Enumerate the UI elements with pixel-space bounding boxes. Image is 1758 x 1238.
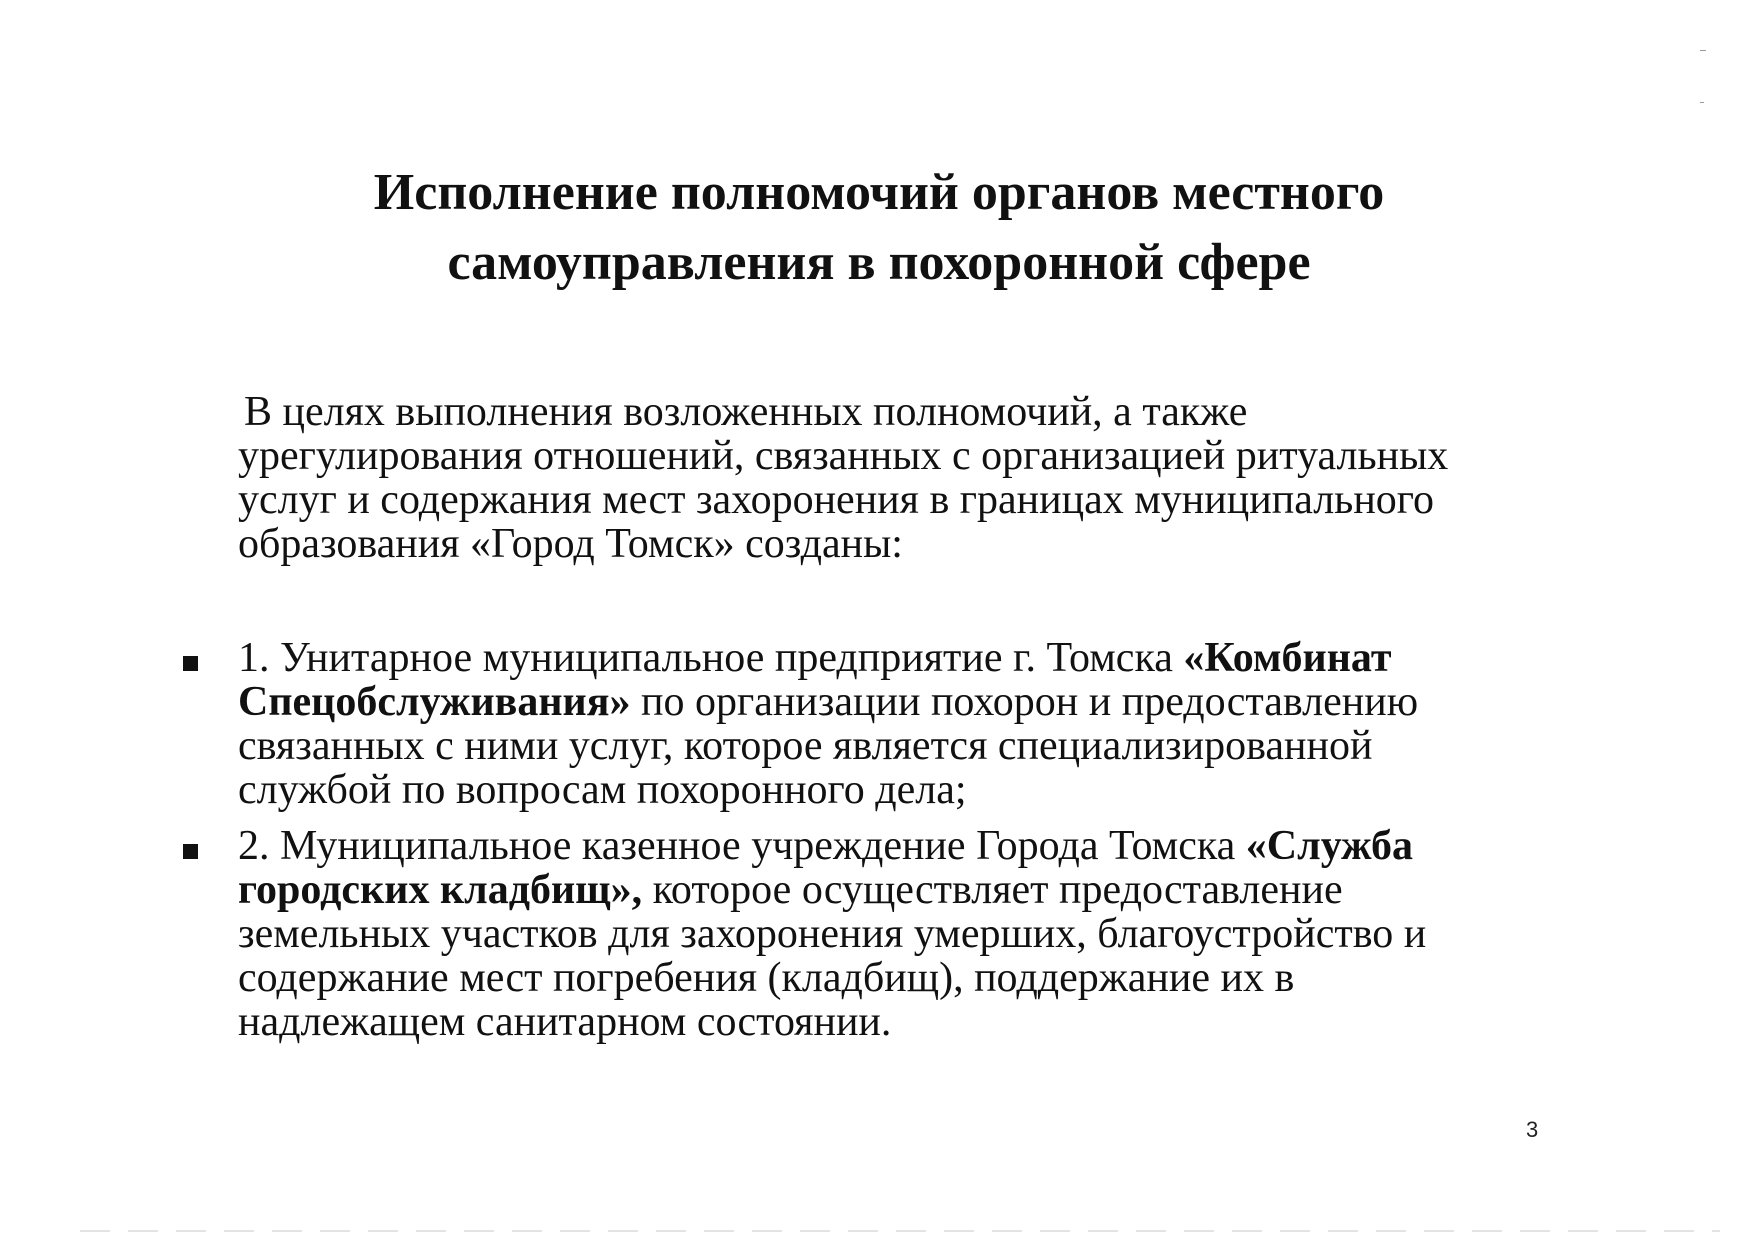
list-item-line [238,956,1588,1000]
scan-artifact-mark [1700,50,1706,51]
text-run: по организации похорон и предоставлению [630,679,1419,725]
list-item-line [238,680,1588,724]
square-bullet-icon [183,656,198,671]
page-title-line-1: Исполнение полномочий органов местного [373,164,1385,221]
text-run: связанных с ними услуг, которое является специализированной [238,723,1373,769]
list-item-text [238,824,1588,1044]
text-run: 1. Унитарное муниципальное предприятие г. Томска [238,635,1184,681]
list-item-text [238,636,1588,812]
text-run-bold: «Служба [1245,823,1414,869]
page-number: 3 [1526,1117,1539,1142]
list-item-line [238,868,1588,912]
list-item-line [238,824,1588,868]
text-run: содержание мест погребения (кладбищ), поддержание их в [238,955,1295,1001]
page-title [0,158,1758,298]
intro-line-4: образования «Город Томск» созданы: [238,521,903,567]
square-bullet-icon [183,844,198,859]
text-run: службой по вопросам похоронного дела; [238,767,967,813]
list-item-line [238,912,1588,956]
intro-line-3: услуг и содержания мест захоронения в границах муниципального [238,477,1434,523]
text-run: надлежащем санитарном состоянии. [238,999,892,1045]
text-run-bold: городских кладбищ», [238,867,643,913]
intro-paragraph [238,390,1588,566]
list-item-line [238,768,1588,812]
scan-artifact-mark [1700,102,1704,103]
text-run: которое осуществляет предоставление [642,867,1343,913]
text-run: 2. Муниципальное казенное учреждение Города Томска [238,823,1246,869]
list-item-line [238,636,1588,680]
scan-bottom-edge [80,1230,1720,1232]
list-item-line [238,724,1588,768]
text-run: земельных участков для захоронения умерших, благоустройство и [238,911,1427,957]
page-title-line-2: самоуправления в похоронной сфере [447,234,1311,291]
intro-line-2: урегулирования отношений, связанных с организацией ритуальных [238,433,1449,479]
text-run-bold: Спецобслуживания» [238,679,631,725]
list-item-line [238,1000,1588,1044]
text-run-bold: «Комбинат [1183,635,1392,681]
intro-line-1: В целях выполнения возложенных полномочий, а также [244,389,1248,435]
